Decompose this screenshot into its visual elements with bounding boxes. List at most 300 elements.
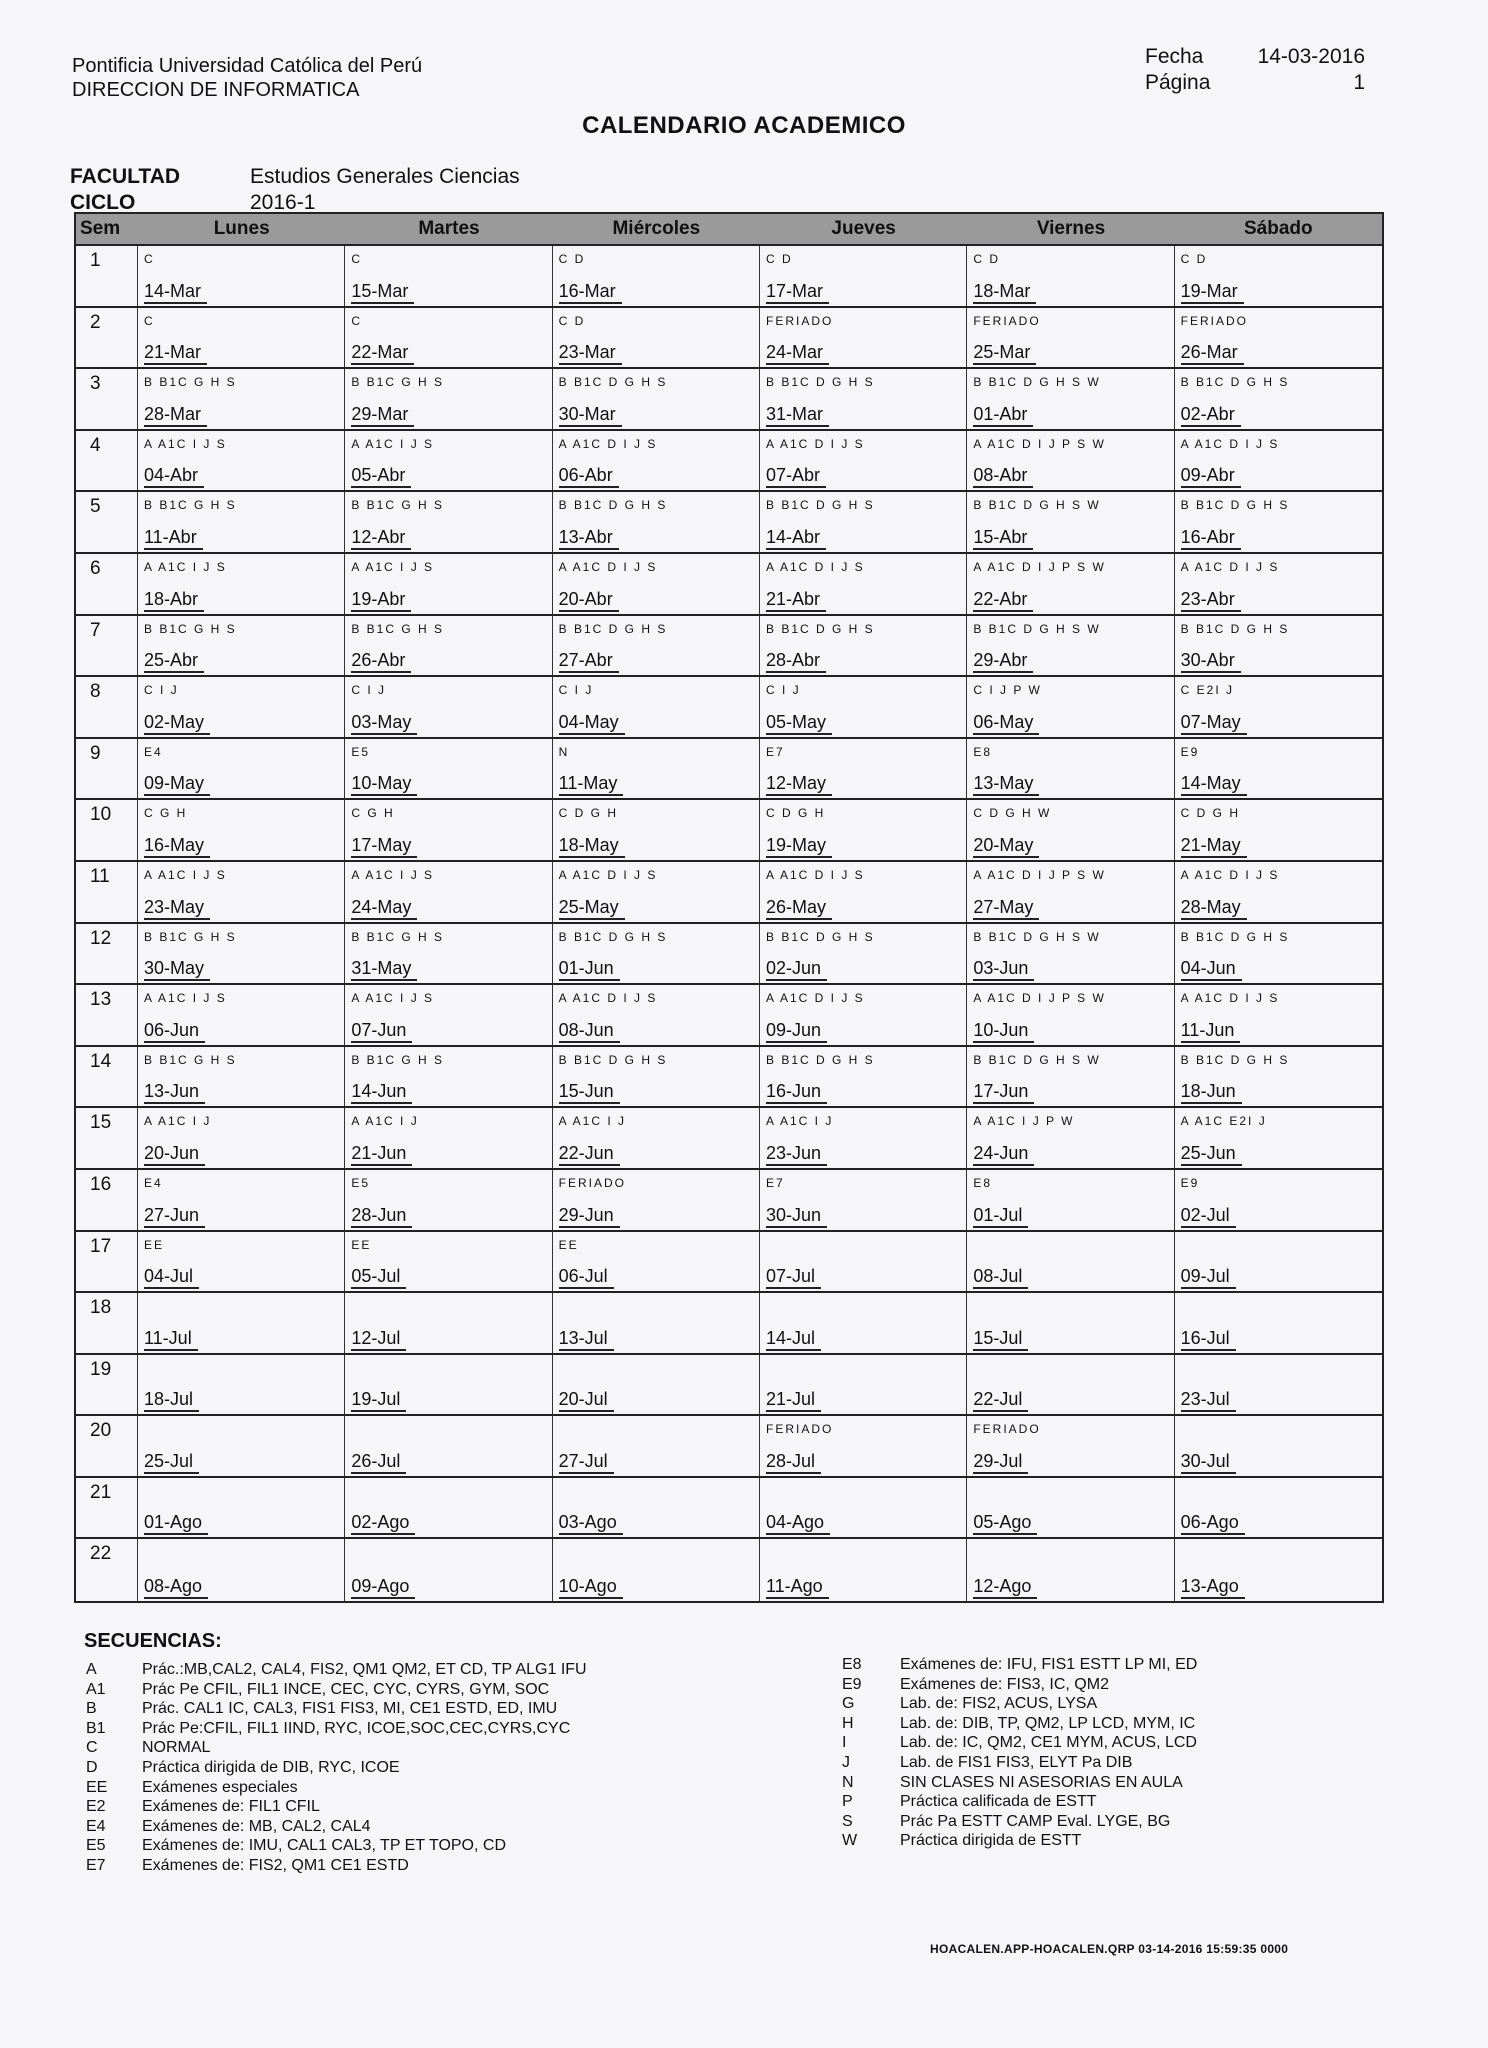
day-cell <box>553 1293 760 1353</box>
legend-description: Exámenes de: FIS3, IC, QM2 <box>900 1675 1109 1693</box>
day-date: 06-May <box>973 712 1039 735</box>
day-sequence-codes: C I J <box>765 683 801 698</box>
day-date: 12-Jul <box>351 1328 406 1351</box>
day-date: 12-Ago <box>973 1576 1037 1599</box>
legend-code: E9 <box>842 1675 862 1693</box>
day-sequence-codes: C D G H <box>558 806 618 821</box>
day-sequence-codes: A A1C I J S <box>144 867 227 882</box>
legend-item <box>842 1753 1197 1773</box>
day-date: 18-Jul <box>144 1389 199 1412</box>
day-date: 25-Jul <box>144 1451 199 1474</box>
day-cell <box>138 1170 345 1230</box>
legend-description: Lab. de: DIB, TP, QM2, LP LCD, MYM, IC <box>900 1714 1196 1732</box>
day-date: 12-May <box>766 773 832 796</box>
day-sequence-codes: A A1C D I J S <box>765 991 865 1006</box>
day-sequence-codes: A A1C I J <box>765 1114 834 1129</box>
facultad-label: FACULTAD <box>70 165 181 188</box>
day-cell <box>345 1355 552 1415</box>
week-number: 14 <box>76 1047 138 1107</box>
legend-item <box>86 1856 587 1876</box>
day-cell <box>345 1108 552 1168</box>
day-date: 24-Mar <box>766 342 829 365</box>
day-date: 19-May <box>766 835 832 858</box>
column-header-sabado: Sábado <box>1244 218 1313 239</box>
day-cell <box>760 1416 967 1476</box>
week-row <box>76 1047 1382 1109</box>
day-sequence-codes: A A1C D I J S <box>558 559 658 574</box>
day-cell <box>760 677 967 737</box>
day-cell <box>967 1478 1174 1538</box>
day-sequence-codes: B B1C D G H S <box>765 498 875 513</box>
day-date: 26-Jul <box>351 1451 406 1474</box>
legend-code: E7 <box>86 1856 106 1874</box>
day-date: 23-Jul <box>1181 1389 1236 1412</box>
day-sequence-codes: C I J <box>144 683 179 698</box>
institution-name: Pontificia Universidad Católica del Perú <box>72 55 423 77</box>
legend-item <box>842 1694 1197 1714</box>
day-date: 29-Mar <box>351 404 414 427</box>
calendar-body <box>76 246 1382 1601</box>
day-cell <box>967 1539 1174 1601</box>
day-sequence-codes: C D G H <box>1180 806 1240 821</box>
day-sequence-codes: EE <box>558 1237 579 1252</box>
day-date: 27-Jul <box>559 1451 614 1474</box>
week-row <box>76 1293 1382 1355</box>
legend-item <box>86 1817 587 1837</box>
day-cell <box>967 246 1174 306</box>
legend-code: G <box>842 1695 855 1713</box>
day-sequence-codes: A A1C D I J S <box>765 867 865 882</box>
day-date: 05-Jul <box>351 1266 406 1289</box>
day-cell <box>967 1355 1174 1415</box>
day-date: 28-Mar <box>144 404 207 427</box>
day-cell <box>760 369 967 429</box>
week-number: 12 <box>76 924 138 984</box>
day-cell <box>138 246 345 306</box>
day-date: 13-Abr <box>559 527 619 550</box>
day-cell <box>553 862 760 922</box>
day-cell <box>760 739 967 799</box>
legend-description: Prác Pe CFIL, FIL1 INCE, CEC, CYC, CYRS, GYM, SOC <box>142 1680 550 1698</box>
day-sequence-codes: B B1C D G H S <box>765 621 875 636</box>
week-number: 11 <box>76 862 138 922</box>
day-cell <box>967 1232 1174 1292</box>
week-row <box>76 492 1382 554</box>
day-cell <box>553 369 760 429</box>
day-date: 04-Abr <box>144 465 204 488</box>
legend-code: H <box>842 1714 854 1732</box>
legend-code: A1 <box>86 1680 106 1698</box>
legend-description: Práctica calificada de ESTT <box>900 1793 1097 1811</box>
day-cell <box>345 308 552 368</box>
week-number: 3 <box>76 369 138 429</box>
week-row <box>76 554 1382 616</box>
day-date: 11-Jul <box>144 1328 198 1351</box>
day-sequence-codes: FERIADO <box>973 313 1041 328</box>
day-cell <box>345 492 552 552</box>
legend-item <box>842 1773 1197 1793</box>
legend-code: P <box>842 1793 853 1811</box>
day-cell <box>760 1293 967 1353</box>
day-sequence-codes: EE <box>144 1237 165 1252</box>
day-date: 13-Ago <box>1181 1576 1245 1599</box>
day-date: 16-Jun <box>766 1081 827 1104</box>
day-date: 14-Jun <box>351 1081 412 1104</box>
day-cell <box>967 308 1174 368</box>
day-sequence-codes: C E2I J <box>1180 683 1235 698</box>
day-sequence-codes: B B1C D G H S W <box>973 375 1101 390</box>
day-cell <box>967 862 1174 922</box>
legend-description: Práctica dirigida de DIB, RYC, ICOE <box>142 1758 400 1776</box>
day-cell <box>760 492 967 552</box>
week-number: 13 <box>76 985 138 1045</box>
day-sequence-codes: A A1C D I J S <box>558 867 658 882</box>
legend-code: B1 <box>86 1719 106 1737</box>
day-sequence-codes: B B1C D G H S <box>1180 621 1290 636</box>
day-date: 14-Jul <box>766 1328 821 1351</box>
day-date: 09-Abr <box>1181 465 1241 488</box>
day-cell <box>967 616 1174 676</box>
legend-item <box>842 1655 1197 1675</box>
day-cell <box>553 1232 760 1292</box>
day-date: 24-Jun <box>973 1143 1034 1166</box>
day-date: 28-Abr <box>766 650 826 673</box>
day-cell <box>138 1539 345 1601</box>
day-date: 27-Jun <box>144 1205 205 1228</box>
day-date: 31-May <box>351 958 417 981</box>
day-cell <box>1175 800 1382 860</box>
day-cell <box>553 800 760 860</box>
legend-item <box>86 1836 587 1856</box>
day-cell <box>553 677 760 737</box>
day-sequence-codes: A A1C D I J S <box>765 559 865 574</box>
day-sequence-codes: B B1C D G H S <box>558 375 668 390</box>
legend-code: D <box>86 1758 98 1776</box>
day-date: 07-May <box>1181 712 1247 735</box>
day-date: 08-Abr <box>973 465 1033 488</box>
day-cell <box>138 862 345 922</box>
day-cell <box>345 1539 552 1601</box>
legend-item <box>86 1699 587 1719</box>
day-cell <box>345 862 552 922</box>
secuencias-legend-right <box>842 1655 1197 1851</box>
day-cell <box>138 800 345 860</box>
day-sequence-codes: A A1C E2I J <box>1180 1114 1267 1129</box>
day-cell <box>345 616 552 676</box>
day-date: 20-Jul <box>559 1389 614 1412</box>
day-date: 15-Abr <box>973 527 1033 550</box>
day-cell <box>553 1478 760 1538</box>
day-cell <box>1175 1170 1382 1230</box>
day-sequence-codes: E8 <box>973 1175 993 1190</box>
week-number: 7 <box>76 616 138 676</box>
day-date: 14-Abr <box>766 527 826 550</box>
day-date: 20-Jun <box>144 1143 205 1166</box>
day-cell <box>345 1170 552 1230</box>
day-cell <box>553 492 760 552</box>
day-date: 04-Jun <box>1181 958 1242 981</box>
day-date: 05-Abr <box>351 465 411 488</box>
day-date: 03-Ago <box>559 1512 623 1535</box>
legend-code: N <box>842 1773 854 1791</box>
day-cell <box>1175 862 1382 922</box>
day-cell <box>345 677 552 737</box>
day-date: 15-Jun <box>559 1081 620 1104</box>
day-date: 23-Jun <box>766 1143 827 1166</box>
legend-code: E2 <box>86 1798 106 1816</box>
day-sequence-codes: B B1C G H S <box>144 1052 237 1067</box>
day-cell <box>1175 308 1382 368</box>
legend-item <box>86 1719 587 1739</box>
day-cell <box>345 800 552 860</box>
day-date: 26-Mar <box>1181 342 1244 365</box>
day-sequence-codes: C D <box>1180 252 1208 266</box>
week-row <box>76 308 1382 370</box>
legend-code: EE <box>86 1778 108 1796</box>
day-sequence-codes: B B1C D G H S W <box>973 498 1101 513</box>
institution-header <box>72 54 422 102</box>
day-date: 25-Jun <box>1181 1143 1242 1166</box>
day-sequence-codes: C D G H W <box>973 806 1052 821</box>
facultad-value: Estudios Generales Ciencias <box>250 165 520 188</box>
day-cell <box>760 616 967 676</box>
week-number: 20 <box>76 1416 138 1476</box>
day-date: 31-Mar <box>766 404 829 427</box>
day-sequence-codes: FERIADO <box>1180 313 1248 328</box>
day-date: 30-Mar <box>559 404 622 427</box>
day-date: 22-Mar <box>351 342 414 365</box>
day-date: 09-May <box>144 773 210 796</box>
day-cell <box>1175 1416 1382 1476</box>
day-date: 29-Jul <box>973 1451 1028 1474</box>
column-header-jueves: Jueves <box>831 218 896 239</box>
day-date: 12-Abr <box>351 527 411 550</box>
day-cell <box>760 246 967 306</box>
day-cell <box>1175 1293 1382 1353</box>
legend-item <box>86 1758 587 1778</box>
week-number: 5 <box>76 492 138 552</box>
legend-description: Lab. de: IC, QM2, CE1 MYM, ACUS, LCD <box>900 1734 1197 1752</box>
legend-description: Prác. CAL1 IC, CAL3, FIS1 FIS3, MI, CE1 ESTD, ED, IMU <box>142 1700 558 1718</box>
day-cell <box>760 924 967 984</box>
day-date: 13-May <box>973 773 1039 796</box>
day-date: 04-May <box>559 712 625 735</box>
day-sequence-codes: A A1C D I J S <box>558 436 658 451</box>
day-date: 10-Ago <box>559 1576 623 1599</box>
day-cell <box>345 1293 552 1353</box>
day-date: 22-Jul <box>973 1389 1028 1412</box>
column-header-sem: Sem <box>80 218 121 239</box>
day-sequence-codes: A A1C D I J S <box>1180 867 1280 882</box>
legend-item <box>842 1714 1197 1734</box>
day-sequence-codes: A A1C I J S <box>351 559 435 574</box>
day-sequence-codes: C I J <box>351 683 386 698</box>
day-cell <box>138 1478 345 1538</box>
day-sequence-codes: A A1C I J S <box>351 436 435 451</box>
day-date: 27-May <box>973 897 1039 920</box>
day-date: 22-Abr <box>973 589 1033 612</box>
day-cell <box>553 1170 760 1230</box>
day-cell <box>138 431 345 491</box>
day-sequence-codes: B B1C D G H S W <box>973 621 1101 636</box>
day-cell <box>967 369 1174 429</box>
day-cell <box>967 1047 1174 1107</box>
day-sequence-codes: B B1C G H S <box>144 375 237 390</box>
week-number: 22 <box>76 1539 138 1601</box>
week-number: 9 <box>76 739 138 799</box>
day-cell <box>967 739 1174 799</box>
day-date: 06-Abr <box>559 465 619 488</box>
day-sequence-codes: C <box>351 252 362 266</box>
week-number: 4 <box>76 431 138 491</box>
day-sequence-codes: E4 <box>144 744 163 759</box>
day-sequence-codes: B B1C D G H S <box>1180 498 1290 513</box>
day-cell <box>345 1416 552 1476</box>
day-date: 02-Ago <box>351 1512 415 1535</box>
day-cell <box>138 1355 345 1415</box>
legend-item <box>842 1792 1197 1812</box>
week-row <box>76 739 1382 801</box>
day-cell <box>345 739 552 799</box>
day-date: 01-Jul <box>973 1205 1028 1228</box>
day-sequence-codes: C I J P W <box>973 683 1042 698</box>
day-date: 02-Abr <box>1181 404 1241 427</box>
day-sequence-codes: A A1C D I J S <box>1180 436 1280 451</box>
day-date: 26-May <box>766 897 832 920</box>
day-cell <box>1175 554 1382 614</box>
day-date: 23-Abr <box>1181 589 1241 612</box>
day-cell <box>760 800 967 860</box>
day-date: 30-Jun <box>766 1205 827 1228</box>
day-cell <box>138 554 345 614</box>
week-row <box>76 1232 1382 1294</box>
day-cell <box>760 308 967 368</box>
day-cell <box>760 1108 967 1168</box>
day-date: 21-Jul <box>766 1389 821 1412</box>
day-sequence-codes: B B1C G H S <box>351 929 445 944</box>
day-cell <box>1175 1539 1382 1601</box>
week-number: 1 <box>76 246 138 306</box>
day-cell <box>345 1478 552 1538</box>
day-cell <box>553 431 760 491</box>
day-sequence-codes: A A1C I J <box>351 1114 419 1129</box>
day-cell <box>553 1355 760 1415</box>
legend-description: Lab. de: FIS2, ACUS, LYSA <box>900 1695 1098 1713</box>
week-row <box>76 800 1382 862</box>
week-row <box>76 1355 1382 1417</box>
day-date: 23-May <box>144 897 210 920</box>
legend-description: Exámenes de: MB, CAL2, CAL4 <box>142 1817 371 1835</box>
day-sequence-codes: B B1C D G H S <box>558 929 668 944</box>
week-number: 6 <box>76 554 138 614</box>
day-date: 25-Mar <box>973 342 1036 365</box>
day-date: 01-Ago <box>144 1512 208 1535</box>
day-date: 20-May <box>973 835 1039 858</box>
day-sequence-codes: A A1C D I J S <box>1180 559 1280 574</box>
day-sequence-codes: B B1C D G H S <box>765 375 875 390</box>
legend-item <box>86 1797 587 1817</box>
day-cell <box>553 246 760 306</box>
day-sequence-codes: C <box>144 313 155 328</box>
day-cell <box>138 492 345 552</box>
legend-description: Exámenes especiales <box>142 1778 298 1796</box>
day-sequence-codes: B B1C D G H S <box>1180 929 1290 944</box>
day-cell <box>553 1047 760 1107</box>
day-date: 05-May <box>766 712 832 735</box>
week-row <box>76 1170 1382 1232</box>
day-date: 26-Abr <box>351 650 411 673</box>
column-header-lunes: Lunes <box>213 218 270 239</box>
page-title: CALENDARIO ACADEMICO <box>582 112 906 139</box>
day-cell <box>1175 431 1382 491</box>
day-date: 04-Jul <box>144 1266 199 1289</box>
day-date: 14-May <box>1181 773 1247 796</box>
legend-description: Prác.:MB,CAL2, CAL4, FIS2, QM1 QM2, ET CD, TP ALG1 IFU <box>142 1661 587 1678</box>
day-cell <box>345 924 552 984</box>
day-date: 19-Abr <box>351 589 411 612</box>
calendar-header-row <box>76 214 1382 246</box>
day-date: 10-Jun <box>973 1020 1034 1043</box>
column-header-viernes: Viernes <box>1036 218 1106 239</box>
day-sequence-codes: B B1C D G H S <box>558 1052 668 1067</box>
day-date: 16-Mar <box>559 281 622 304</box>
day-date: 16-Abr <box>1181 527 1241 550</box>
day-sequence-codes: B B1C G H S <box>351 1052 445 1067</box>
week-number: 8 <box>76 677 138 737</box>
day-sequence-codes: A A1C I J S <box>351 867 435 882</box>
day-date: 28-Jul <box>766 1451 821 1474</box>
day-date: 21-Jun <box>351 1143 412 1166</box>
day-cell <box>138 616 345 676</box>
day-sequence-codes: C D <box>765 252 793 266</box>
legend-description: Exámenes de: IFU, FIS1 ESTT LP MI, ED <box>900 1656 1198 1673</box>
week-number: 21 <box>76 1478 138 1538</box>
day-cell <box>1175 985 1382 1045</box>
day-cell <box>967 677 1174 737</box>
day-date: 18-Mar <box>973 281 1036 304</box>
day-sequence-codes: A A1C D I J P S W <box>973 436 1106 451</box>
day-date: 08-Ago <box>144 1576 208 1599</box>
day-sequence-codes: C G H <box>351 806 395 821</box>
legend-description: Prác Pe:CFIL, FIL1 IIND, RYC, ICOE,SOC,CEC,CYRS,CYC <box>142 1719 571 1737</box>
day-cell <box>1175 1047 1382 1107</box>
day-sequence-codes: B B1C D G H S <box>558 621 668 636</box>
day-sequence-codes: B B1C D G H S <box>765 1052 875 1067</box>
week-number: 18 <box>76 1293 138 1353</box>
day-sequence-codes: A A1C D I J P S W <box>973 559 1106 574</box>
day-date: 09-Jul <box>1181 1266 1236 1289</box>
legend-code: B <box>86 1700 97 1718</box>
day-date: 18-Jun <box>1181 1081 1242 1104</box>
legend-code: S <box>842 1812 853 1830</box>
column-header-miercoles: Miércoles <box>612 218 701 239</box>
day-cell <box>760 862 967 922</box>
day-sequence-codes: B B1C D G H S <box>765 929 875 944</box>
day-cell <box>967 554 1174 614</box>
day-date: 29-Abr <box>973 650 1033 673</box>
day-date: 03-May <box>351 712 417 735</box>
day-sequence-codes: A A1C I J S <box>144 436 227 451</box>
day-cell <box>1175 616 1382 676</box>
day-cell <box>553 1416 760 1476</box>
day-cell <box>967 800 1174 860</box>
day-cell <box>760 1478 967 1538</box>
day-sequence-codes: C D <box>973 252 1000 266</box>
day-cell <box>138 985 345 1045</box>
day-date: 02-Jul <box>1181 1205 1236 1228</box>
department-name: DIRECCION DE INFORMATICA <box>72 79 360 101</box>
day-cell <box>345 246 552 306</box>
